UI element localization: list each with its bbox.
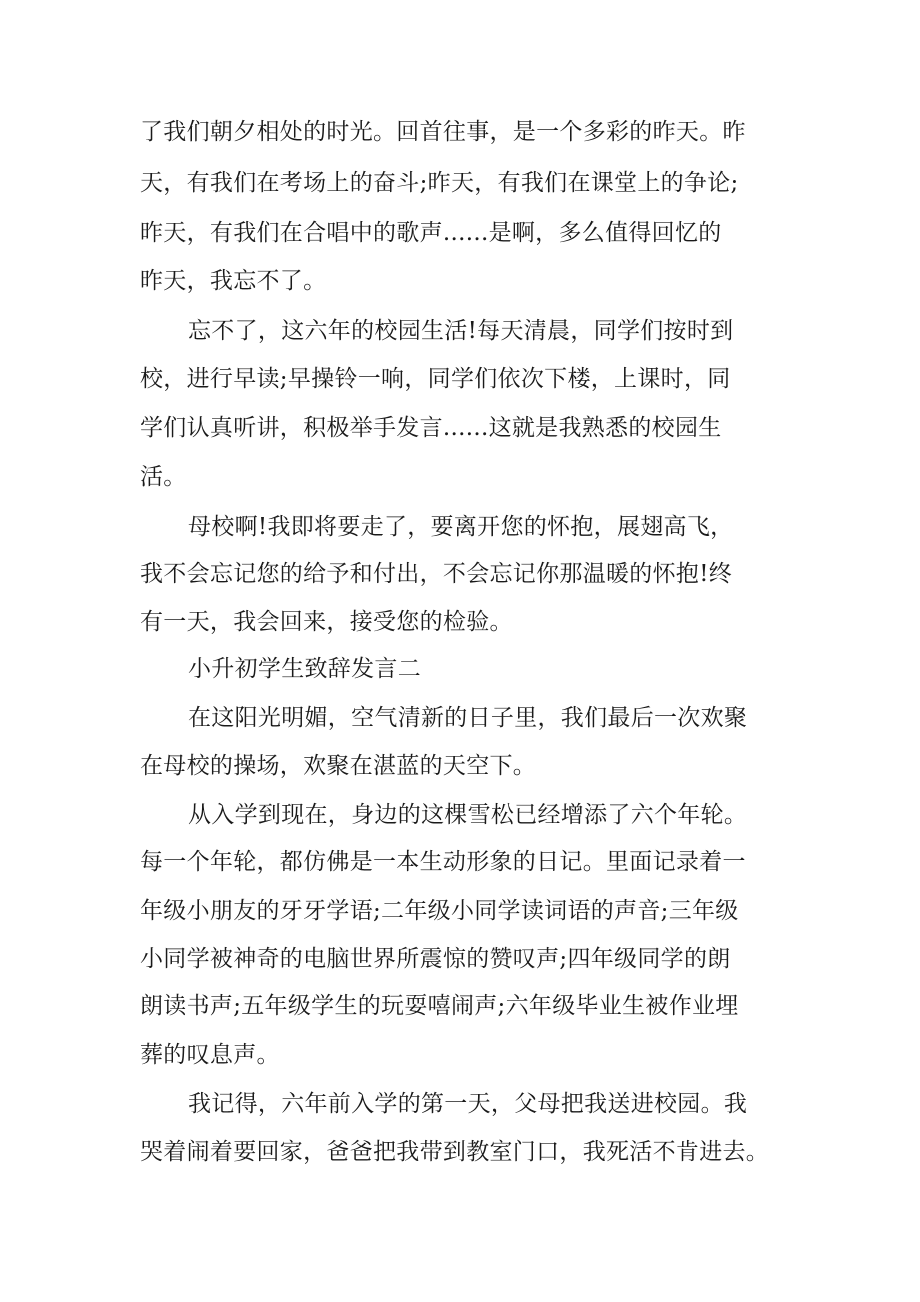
text-line: 学们认真听讲，积极举手发言......这就是我熟悉的校园生	[140, 415, 722, 441]
paragraph-first-line: 我记得，六年前入学的第一天，父母把我送进校园。我	[188, 1091, 748, 1117]
text-line: 年级小朋友的牙牙学语;二年级小同学读词语的声音;三年级	[140, 898, 739, 924]
text-line: 葬的叹息声。	[140, 1042, 280, 1068]
section-heading: 小升初学生致辞发言二	[188, 656, 421, 682]
paragraph-first-line: 在这阳光明媚，空气清新的日子里，我们最后一次欢聚	[188, 705, 748, 731]
text-line: 哭着闹着要回家，爸爸把我带到教室门口，我死活不肯进去。	[140, 1139, 770, 1165]
paragraph-first-line: 母校啊!我即将要走了，要离开您的怀抱，展翅高飞，	[188, 514, 734, 540]
text-line: 小同学被神奇的电脑世界所震惊的赞叹声;四年级同学的朗	[140, 946, 731, 972]
text-line: 昨天，有我们在合唱中的歌声......是啊，多么值得回忆的	[140, 220, 722, 246]
text-line: 昨天，我忘不了。	[140, 268, 327, 294]
paragraph-first-line: 忘不了，这六年的校园生活!每天清晨，同学们按时到	[188, 318, 734, 344]
text-line: 校，进行早读;早操铃一响，同学们依次下楼，上课时，同	[140, 366, 731, 392]
text-line: 有一天，我会回来，接受您的检验。	[140, 609, 513, 635]
text-line: 朗读书声;五年级学生的玩耍嘻闹声;六年级毕业生被作业埋	[140, 993, 739, 1019]
text-line: 每一个年轮，都仿佛是一本生动形象的日记。里面记录着一	[140, 849, 746, 875]
text-line: 天，有我们在考场上的奋斗;昨天，有我们在课堂上的争论;	[140, 170, 739, 196]
text-line: 我不会忘记您的给予和付出，不会忘记你那温暖的怀抱!终	[140, 561, 733, 587]
text-line: 在母校的操场，欢聚在湛蓝的天空下。	[140, 753, 537, 779]
text-line: 活。	[140, 464, 187, 490]
paragraph-first-line: 从入学到现在，身边的这棵雪松已经增添了六个年轮。	[188, 802, 748, 828]
text-line: 了我们朝夕相处的时光。回首往事，是一个多彩的昨天。昨	[140, 119, 746, 145]
